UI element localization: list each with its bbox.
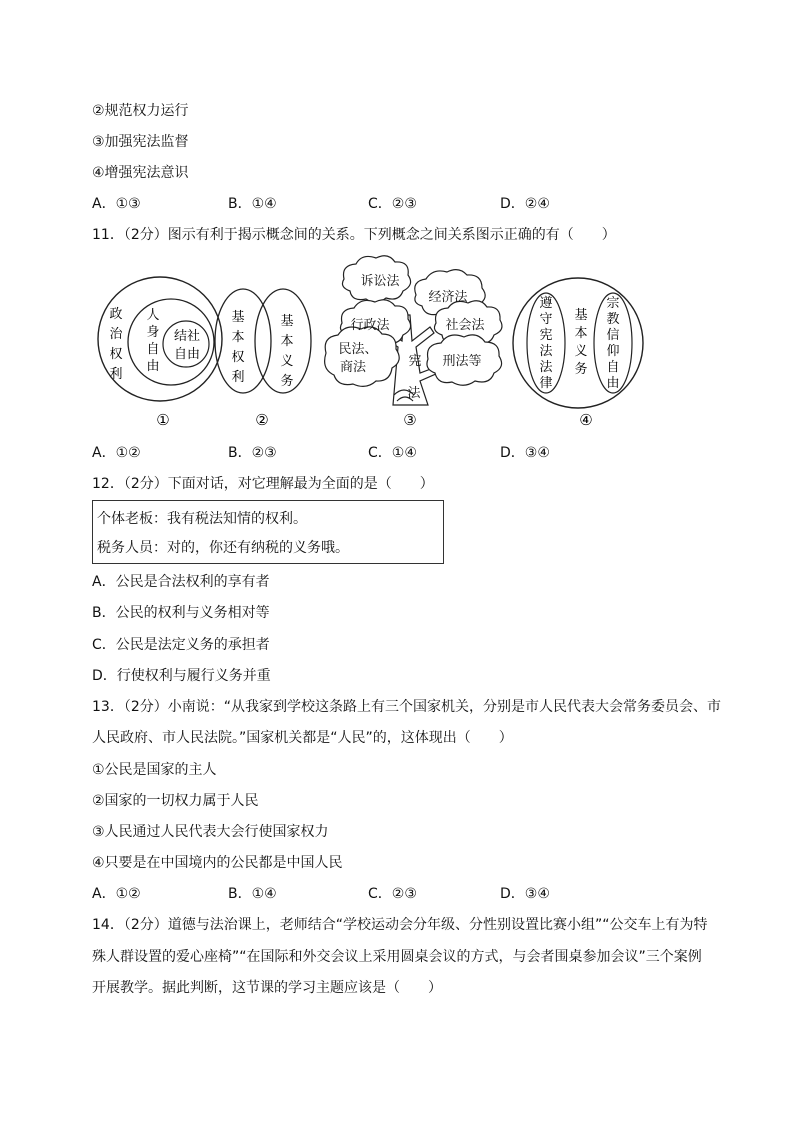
- d4-left-5: 律: [539, 376, 553, 391]
- d4-left-0: 遵: [539, 296, 553, 311]
- q10-option-c[interactable]: C．②③: [368, 196, 417, 212]
- q13-item-1: ①公民是国家的主人: [92, 762, 217, 778]
- q12-dialog-line-2: 税务人员：对的，你还有纳税的义务哦。: [97, 540, 349, 556]
- q11-diagrams: [0, 255, 794, 435]
- d3-cloud-6: 刑法等: [442, 354, 482, 369]
- q13-item-4: ④只要是在中国境内的公民都是中国人民: [92, 855, 343, 871]
- d4-label: ④: [579, 411, 593, 429]
- d1-outer-2: 权: [109, 347, 123, 362]
- d2-label: ②: [255, 411, 269, 429]
- q13-stem-line-1: 13．（2分）小南说：“从我家到学校这条路上有三个国家机关，分别是市人民代表大会常务委员会、市: [92, 699, 721, 715]
- d1-middle-0: 人: [146, 308, 160, 323]
- d4-right-3: 仰: [606, 344, 620, 359]
- d1-inner-1: 自由: [173, 347, 201, 362]
- q14-stem-line-1: 14．（2分）道德与法治课上，老师结合“学校运动会分年级、分性别设置比赛小组”“公交车上有为特: [92, 917, 708, 933]
- d3-label: ③: [403, 411, 417, 429]
- d4-left-1: 守: [539, 312, 553, 327]
- d4-left-4: 法: [539, 360, 553, 375]
- diagram-1: [98, 277, 222, 429]
- d2-right-3: 务: [280, 374, 294, 389]
- q12-option-b[interactable]: B．公民的权利与义务相对等: [92, 605, 270, 621]
- diagram-4: [513, 278, 643, 429]
- q13-options: [92, 884, 652, 904]
- q12-option-c[interactable]: C．公民是法定义务的承担者: [92, 637, 270, 653]
- q11-option-d[interactable]: D．③④: [500, 445, 550, 461]
- d1-outer-3: 利: [109, 367, 123, 382]
- d2-right-2: 义: [280, 354, 294, 369]
- q11-options: [92, 443, 652, 463]
- d2-right-0: 基: [280, 314, 294, 329]
- q12-dialog-box: [92, 500, 444, 564]
- d3-cloud-5: 商法: [339, 360, 367, 375]
- q13-option-b[interactable]: B．①④: [228, 886, 277, 902]
- q13-option-a[interactable]: A．①②: [92, 886, 141, 902]
- d1-middle-3: 由: [146, 359, 160, 374]
- d1-outer-0: 政: [109, 307, 123, 322]
- q14-stem-line-3: 开展教学。据此判断，这节课的学习主题应该是（ ）: [92, 980, 442, 996]
- q10-item-4: ④增强宪法意识: [92, 165, 189, 181]
- d2-left-2: 权: [231, 350, 245, 365]
- d4-mid-1: 本: [574, 326, 588, 341]
- q10-option-b[interactable]: B．①④: [228, 196, 277, 212]
- d4-left-2: 宪: [539, 328, 553, 343]
- d2-right-1: 本: [280, 334, 294, 349]
- d4-right-5: 由: [606, 376, 620, 391]
- d4-left-3: 法: [539, 344, 553, 359]
- diagram-2: [215, 289, 311, 429]
- q13-option-d[interactable]: D．③④: [500, 886, 550, 902]
- d1-middle-1: 身: [146, 325, 160, 340]
- q14-stem-line-2: 殊人群设置的爱心座椅”“在国际和外交会议上采用圆桌会议的方式，与会者围桌参加会议”三个案例: [92, 949, 702, 965]
- d3-cloud-4: 民法、: [338, 342, 378, 357]
- d3-cloud-3: 社会法: [445, 318, 485, 333]
- q11-option-a[interactable]: A．①②: [92, 445, 141, 461]
- q13-stem-line-2: 人民政府、市人民法院。”国家机关都是“人民”的，这体现出（ ）: [92, 730, 513, 746]
- q13-item-2: ②国家的一切权力属于人民: [92, 793, 259, 809]
- d3-trunk-0: 宪: [408, 354, 422, 369]
- q10-options: [92, 194, 652, 214]
- q12-dialog-line-1: 个体老板：我有税法知情的权利。: [97, 511, 307, 527]
- d3-cloud-0: 诉讼法: [360, 274, 400, 289]
- d4-right-0: 宗: [606, 296, 620, 311]
- q13-item-3: ③人民通过人民代表大会行使国家权力: [92, 824, 329, 840]
- q10-item-2: ②规范权力运行: [92, 103, 189, 119]
- q12-stem: 12．（2分）下面对话，对它理解最为全面的是（ ）: [92, 476, 434, 492]
- d4-right-1: 教: [606, 312, 620, 327]
- d4-mid-0: 基: [574, 308, 588, 323]
- d2-left-3: 利: [231, 370, 245, 385]
- d4-right-4: 自: [606, 360, 620, 375]
- d1-label: ①: [156, 411, 170, 429]
- q13-option-c[interactable]: C．②③: [368, 886, 417, 902]
- d2-left-0: 基: [231, 310, 245, 325]
- d2-left-1: 本: [231, 330, 245, 345]
- q10-option-d[interactable]: D．②④: [500, 196, 550, 212]
- d3-cloud-1: 经济法: [428, 290, 468, 305]
- d1-outer-1: 治: [109, 327, 123, 342]
- d4-right-2: 信: [606, 328, 620, 343]
- q11-option-b[interactable]: B．②③: [228, 445, 277, 461]
- d1-inner-0: 结社: [173, 329, 201, 344]
- q10-option-a[interactable]: A．①③: [92, 196, 141, 212]
- diagram-3: [325, 256, 502, 429]
- q12-option-d[interactable]: D．行使权利与履行义务并重: [92, 668, 271, 684]
- d3-trunk-1: 法: [407, 386, 421, 401]
- d4-mid-2: 义: [574, 344, 588, 359]
- d4-mid-3: 务: [574, 362, 588, 377]
- q12-option-a[interactable]: A．公民是合法权利的享有者: [92, 574, 270, 590]
- q11-option-c[interactable]: C．①④: [368, 445, 417, 461]
- d3-cloud-2: 行政法: [350, 318, 390, 333]
- q10-item-3: ③加强宪法监督: [92, 134, 189, 150]
- q11-stem: 11．（2分）图示有利于揭示概念间的关系。下列概念之间关系图示正确的有（ ）: [92, 227, 616, 243]
- d1-middle-2: 自: [146, 342, 160, 357]
